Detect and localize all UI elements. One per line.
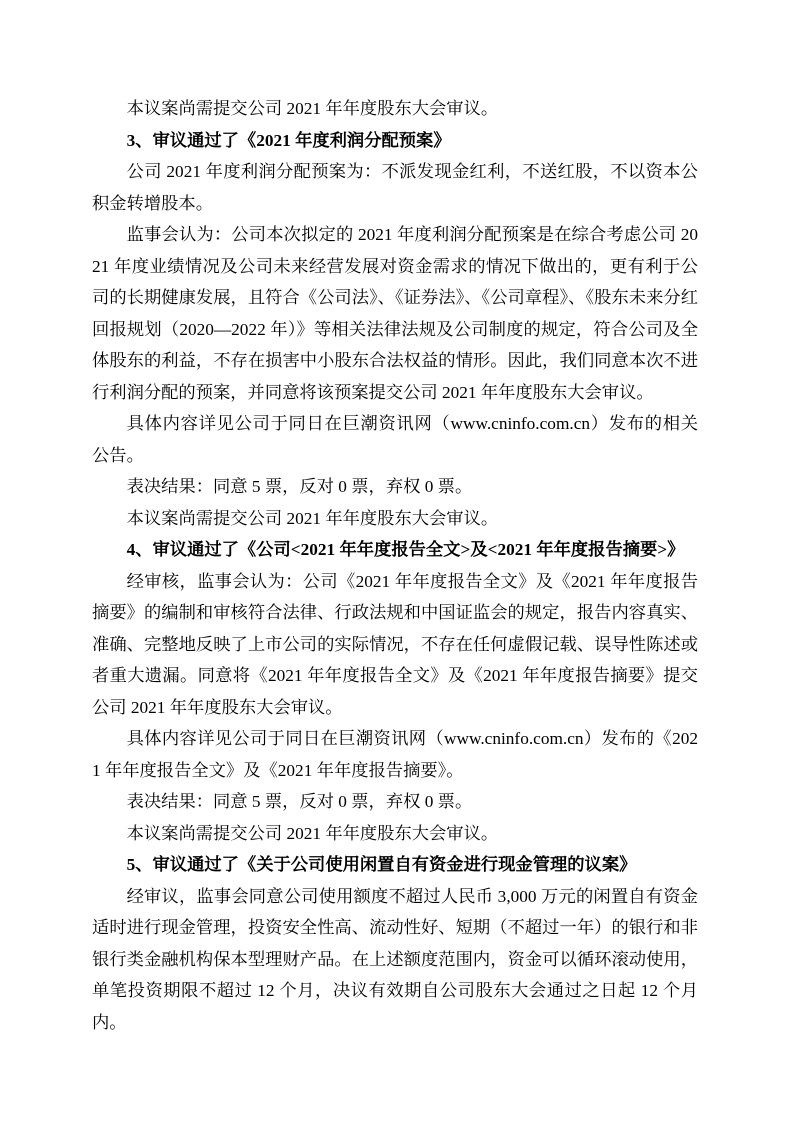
paragraph-item3-details: 具体内容详见公司于同日在巨潮资讯网（www.cninfo.com.cn）发布的相关公告。 (92, 414, 698, 465)
paragraph-item4-details: 具体内容详见公司于同日在巨潮资讯网（www.cninfo.com.cn）发布的《2021 年年度报告全文》及《2021 年年度报告摘要》。 (92, 729, 698, 780)
heading-item-5: 5、审议通过了《关于公司使用闲置自有资金进行现金管理的议案》 (126, 855, 637, 874)
paragraph-item4-submit-agm: 本议案尚需提交公司 2021 年年度股东大会审议。 (126, 823, 499, 843)
paragraph-item2-submit-agm: 本议案尚需提交公司 2021 年年度股东大会审议。 (126, 99, 499, 118)
paragraph-item3-submit-agm: 本议案尚需提交公司 2021 年年度股东大会审议。 (126, 508, 499, 528)
paragraph-item5-cash-mgmt: 经审议，监事会同意公司使用额度不超过人民币 3,000 万元的闲置自有资金适时进行现金管理，投资安全性高、流动性好、短期（不超过一年）的银行和非银行类金融机构保本型理财产品。在上述额度范围内，资金可以循环滚动使用，单笔投资期限不超过 12 个月，决议有效期自公司股东大会通过之日起 12 个月内。 (92, 886, 698, 1032)
paragraph-item3-opinion: 监事会认为：公司本次拟定的 2021 年度利润分配预案是在综合考虑公司 2021 年度业绩情况及公司未来经营发展对资金需求的情况下做出的，更有利于公司的长期健康发展，且符合《公司法》、《证券法》、《公司章程》、《股东未来分红回报规划（2020—2022 年）》等相关法律法规及公司制度的规定，符合公司及全体股东的利益，不存在损害中小股东合法权益的情形。因此，我们同意本次不进行利润分配的预案，并同意将该预案提交公司 2021 年年度股东大会审议。 (92, 225, 698, 402)
heading-item-4: 4、审议通过了《公司<2021 年年度报告全文>及<2021 年年度报告摘要>》 (126, 540, 685, 559)
heading-item-3: 3、审议通过了《2021 年度利润分配预案》 (126, 130, 451, 150)
paragraph-item3-profit-plan: 公司 2021 年度利润分配预案为：不派发现金红利，不送红股，不以资本公积金转增股本。 (92, 162, 698, 213)
paragraph-item3-vote-result: 表决结果：同意 5 票，反对 0 票，弃权 0 票。 (126, 477, 473, 496)
paragraph-item4-vote-result: 表决结果：同意 5 票，反对 0 票，弃权 0 票。 (126, 792, 473, 811)
paragraph-item4-opinion: 经审核，监事会认为：公司《2021 年年度报告全文》及《2021 年年度报告摘要》的编制和审核符合法律、行政法规和中国证监会的规定，报告内容真实、准确、完整地反映了上市公司的实际情况，不存在任何虚假记载、误导性陈述或者重大遗漏。同意将《2021 年年度报告全文》及《2021 年年度报告摘要》提交公司 2021 年年度股东大会审议。 (92, 571, 698, 717)
